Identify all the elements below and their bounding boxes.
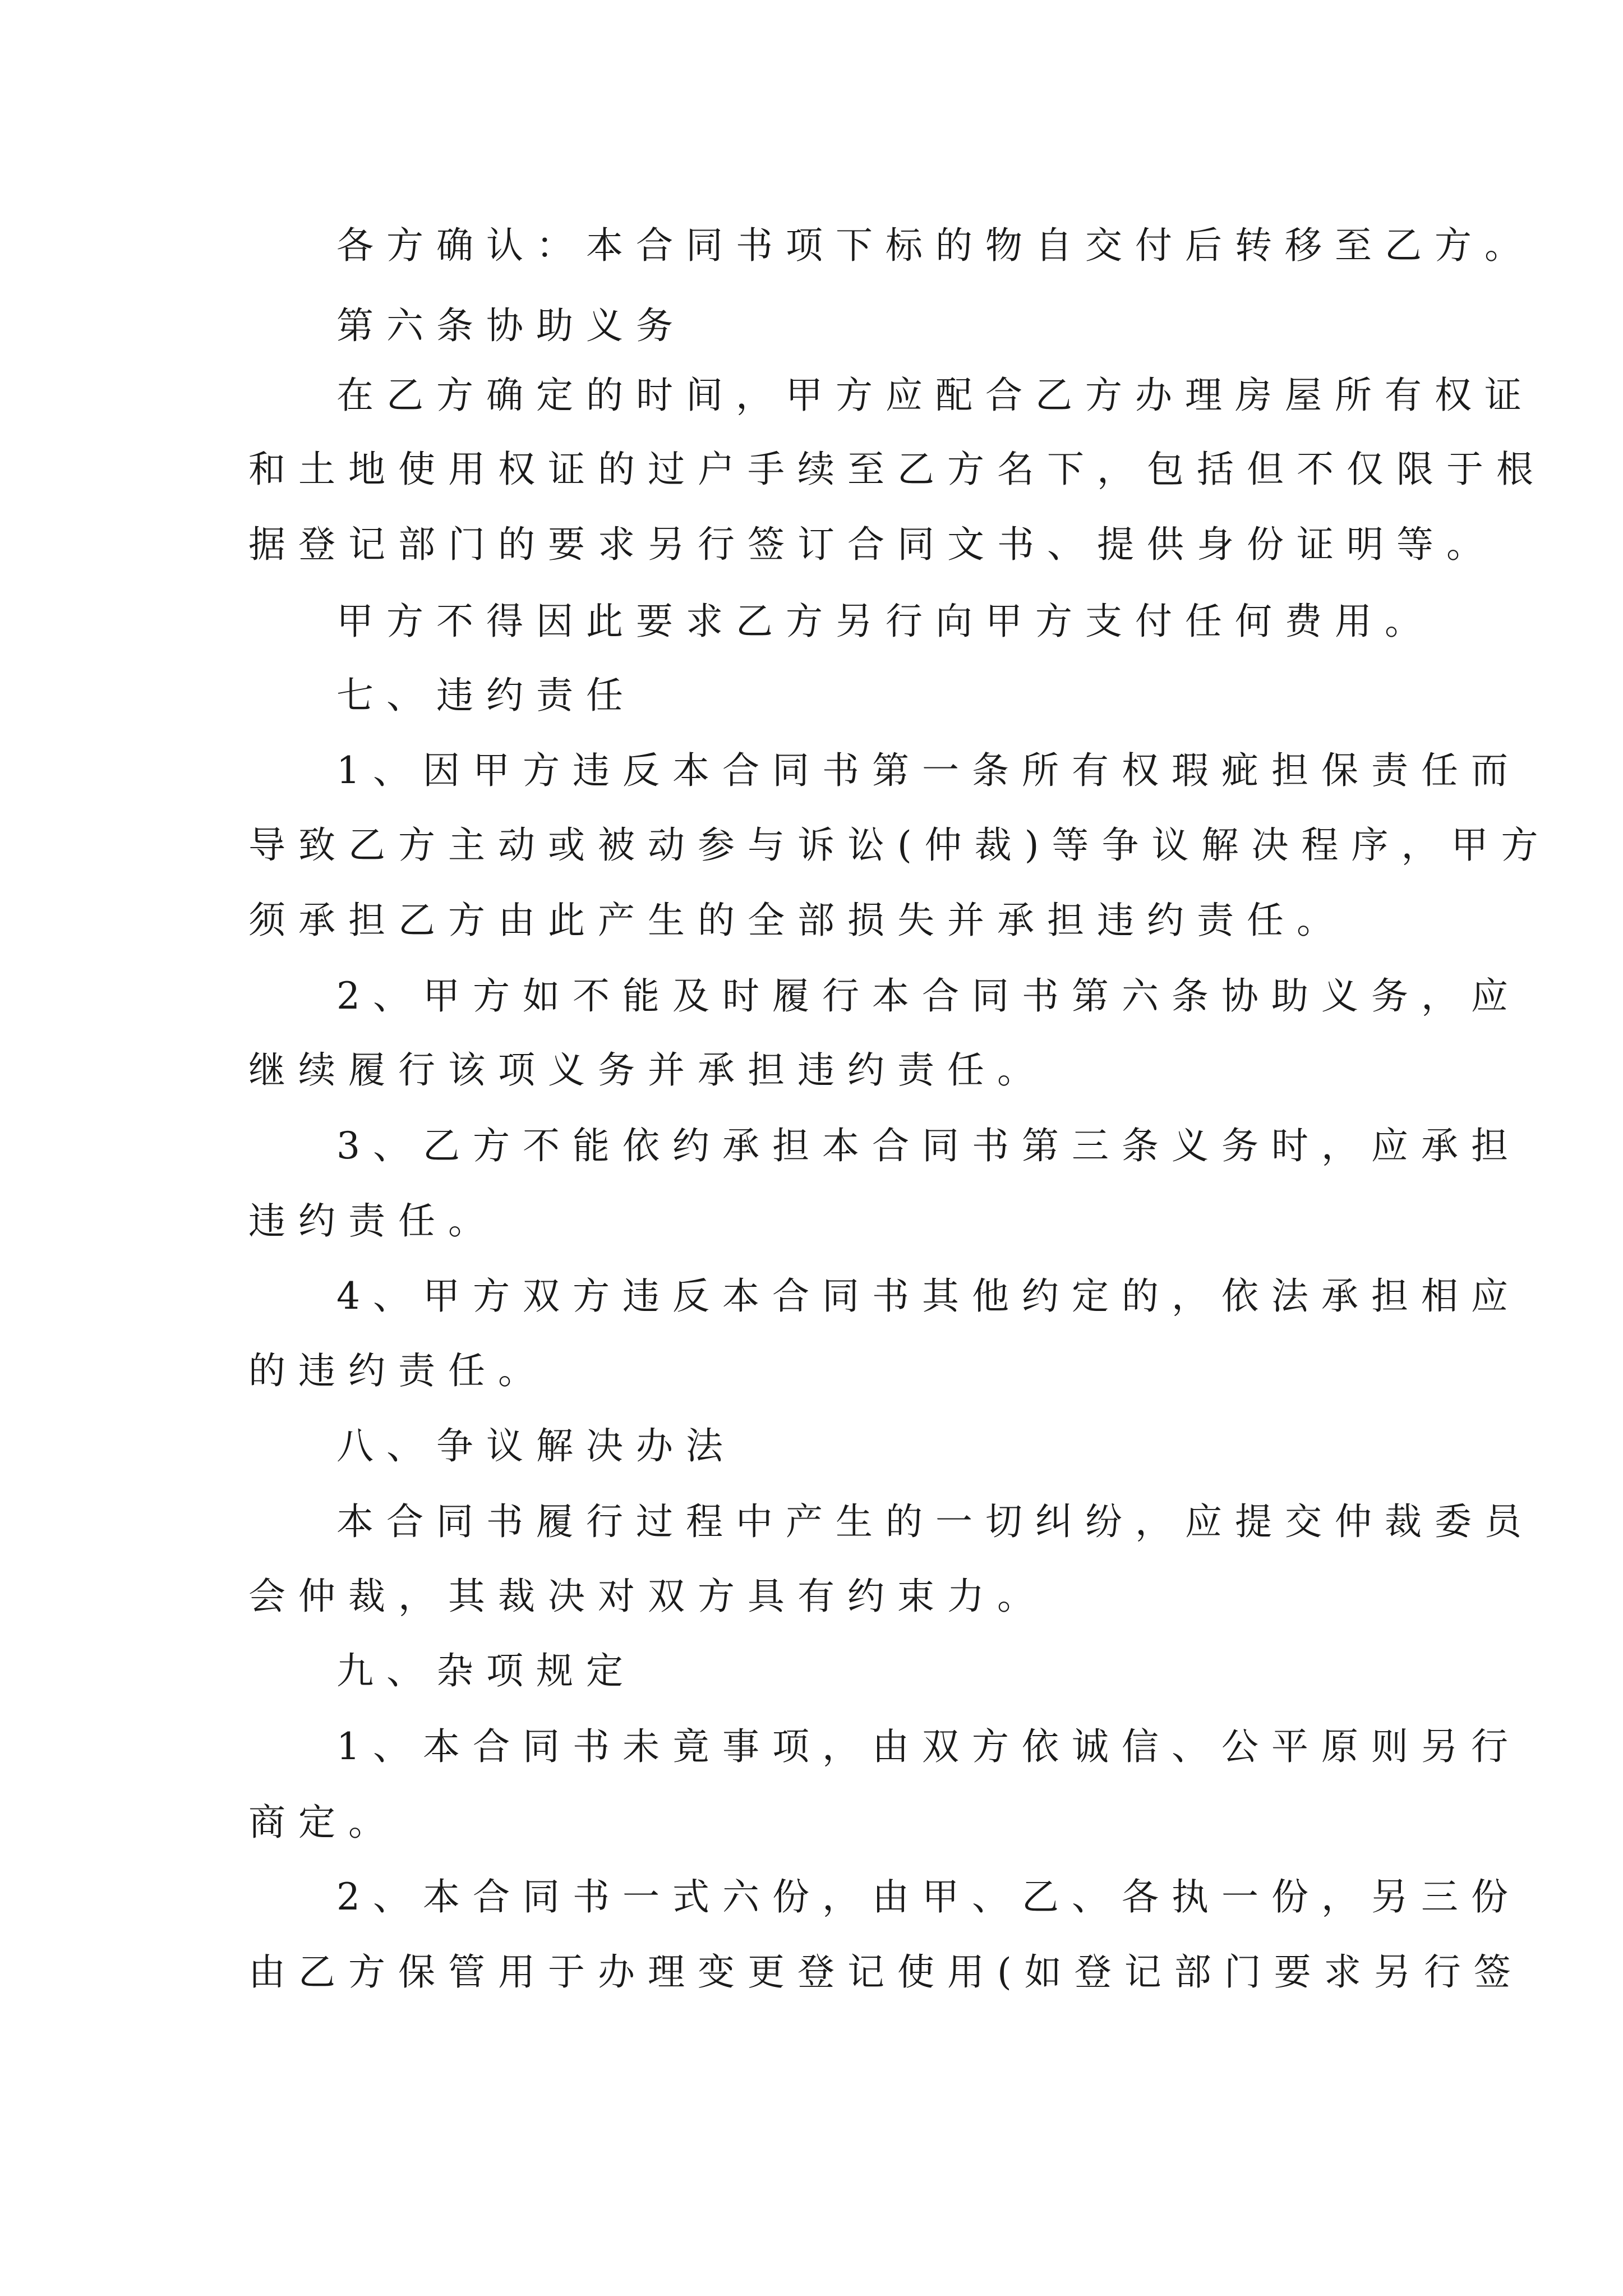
text-line: 本合同书履行过程中产生的一切纠纷，应提交仲裁委员 xyxy=(336,1500,1534,1543)
text-line: 须承担乙方由此产生的全部损失并承担违约责任。 xyxy=(248,899,1347,942)
text-line: 2、本合同书一式六份，由甲、乙、各执一份，另三份 xyxy=(336,1875,1521,1918)
text-line: 3、乙方不能依约承担本合同书第三条义务时，应承担 xyxy=(336,1124,1521,1167)
text-line: 导致乙方主动或被动参与诉讼(仲裁)等争议解决程序，甲方 xyxy=(248,823,1551,867)
text-line: 在乙方确定的时间，甲方应配合乙方办理房屋所有权证 xyxy=(336,374,1534,417)
text-line: 据登记部门的要求另行签订合同文书、提供身份证明等。 xyxy=(248,523,1496,566)
text-line: 由乙方保管用于办理变更登记使用(如登记部门要求另行签 xyxy=(248,1950,1524,1994)
text-line: 第六条协助义务 xyxy=(336,304,686,347)
text-line: 违约责任。 xyxy=(248,1199,498,1243)
text-line: 4、甲方双方违反本合同书其他约定的，依法承担相应 xyxy=(336,1274,1521,1318)
text-line: 各方确认：本合同书项下标的物自交付后转移至乙方。 xyxy=(336,224,1534,267)
text-line: 的违约责任。 xyxy=(248,1349,548,1392)
text-line: 甲方不得因此要求乙方另行向甲方支付任何费用。 xyxy=(336,600,1435,643)
text-line: 商定。 xyxy=(248,1801,398,1844)
text-line: 七、违约责任 xyxy=(336,674,636,717)
text-line: 1、因甲方违反本合同书第一条所有权瑕疵担保责任而 xyxy=(336,749,1521,792)
text-line: 会仲裁，其裁决对双方具有约束力。 xyxy=(248,1575,1047,1618)
text-line: 2、甲方如不能及时履行本合同书第六条协助义务，应 xyxy=(336,974,1521,1018)
text-line: 九、杂项规定 xyxy=(336,1649,636,1692)
text-line: 八、争议解决办法 xyxy=(336,1424,736,1467)
text-line: 和土地使用权证的过户手续至乙方名下，包括但不仅限于根 xyxy=(248,448,1546,491)
text-line: 1、本合同书未竟事项，由双方依诚信、公平原则另行 xyxy=(336,1725,1521,1768)
text-line: 继续履行该项义务并承担违约责任。 xyxy=(248,1048,1047,1092)
